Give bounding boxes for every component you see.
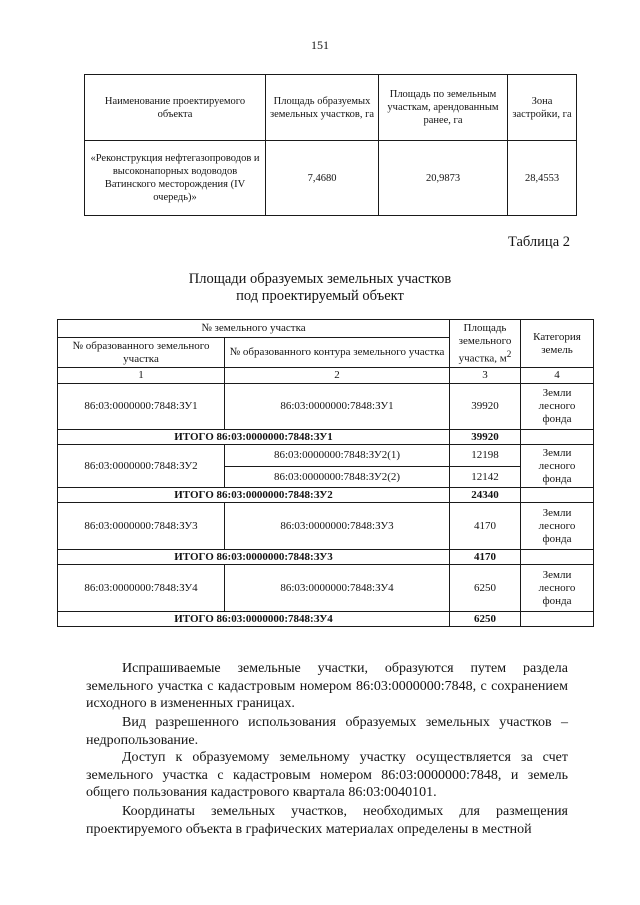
table-row [85, 141, 577, 216]
parcel-id-cell: 86:03:0000000:7848:ЗУ4 [58, 565, 225, 612]
column-number: 1 [58, 368, 225, 384]
area-unit-sup: 2 [506, 348, 512, 359]
header-cell: № образованного контура земельного участка [225, 338, 450, 368]
category-cell: Земли лесного фонда [521, 503, 594, 550]
table-row [58, 503, 594, 550]
area-cell: 39920 [450, 384, 521, 430]
object-name-cell: «Реконструкция нефтегазопроводов и высоконапорных водоводов Ватинского месторождения (IV очередь)» [85, 141, 266, 216]
area-cell: 12142 [450, 467, 521, 488]
parcels-table [57, 319, 594, 627]
category-header-cell: Категория земель [521, 320, 594, 368]
body-paragraph: Вид разрешенного использования образуемых земельных участков – недропользование. [86, 715, 568, 748]
column-number: 2 [225, 368, 450, 384]
total-row [58, 488, 594, 503]
category-cell: Земли лесного фонда [521, 445, 594, 488]
area-cell: 4170 [450, 503, 521, 550]
total-label-cell: ИТОГО 86:03:0000000:7848:ЗУ3 [58, 550, 450, 565]
header-group-cell: № земельного участка [58, 320, 450, 338]
total-value-cell: 6250 [450, 612, 521, 627]
header-cell: № образованного земельного участка [58, 338, 225, 368]
empty-cell [521, 430, 594, 445]
category-cell: Земли лесного фонда [521, 565, 594, 612]
table-header-row [85, 75, 577, 141]
body-paragraph: Испрашиваемые земельные участки, образуются путем раздела земельного участка с кадастровым номером 86:03:0000000:7848, с сохранением исходного в измененных границах. [86, 661, 568, 712]
table-title [0, 271, 640, 305]
contour-cell: 86:03:0000000:7848:ЗУ3 [225, 503, 450, 550]
value-cell: 28,4553 [508, 141, 577, 216]
title-line: Площади образуемых земельных участков [188, 271, 452, 287]
column-number: 4 [521, 368, 594, 384]
total-row [58, 430, 594, 445]
total-value-cell: 39920 [450, 430, 521, 445]
body-paragraph: Доступ к образуемому земельному участку осуществляется за счет земельного участка с кадастровым номером 86:03:0000000:7848, и земель общего пользования кадастрового квартала 86:03:0040101. [86, 750, 568, 801]
total-label-cell: ИТОГО 86:03:0000000:7848:ЗУ2 [58, 488, 450, 503]
area-cell: 12198 [450, 445, 521, 467]
table-row [58, 565, 594, 612]
area-header-text: Площадь земельного участка, м [458, 321, 512, 365]
header-row [58, 320, 594, 338]
empty-cell [521, 488, 594, 503]
total-value-cell: 4170 [450, 550, 521, 565]
body-paragraph: Координаты земельных участков, необходимых для размещения проектируемого объекта в графических материалах определены в местной [86, 804, 568, 837]
value-cell: 7,4680 [266, 141, 379, 216]
title-line: под проектируемый объект [236, 288, 404, 304]
table-row [58, 384, 594, 430]
contour-cell: 86:03:0000000:7848:ЗУ4 [225, 565, 450, 612]
category-cell: Земли лесного фонда [521, 384, 594, 430]
total-row [58, 612, 594, 627]
total-value-cell: 24340 [450, 488, 521, 503]
contour-cell: 86:03:0000000:7848:ЗУ1 [225, 384, 450, 430]
header-cell: Площадь образуемых земельных участков, га [266, 75, 379, 141]
contour-cell: 86:03:0000000:7848:ЗУ2(2) [225, 467, 450, 488]
total-label-cell: ИТОГО 86:03:0000000:7848:ЗУ4 [58, 612, 450, 627]
header-cell: Наименование проектируемого объекта [85, 75, 266, 141]
page-number: 151 [311, 38, 329, 52]
area-cell: 6250 [450, 565, 521, 612]
project-object-table [84, 74, 577, 216]
table-caption: Таблица 2 [507, 234, 570, 250]
area-header-cell [450, 320, 521, 368]
table-row [58, 445, 594, 467]
empty-cell [521, 612, 594, 627]
contour-cell: 86:03:0000000:7848:ЗУ2(1) [225, 445, 450, 467]
total-row [58, 550, 594, 565]
header-cell: Площадь по земельным участкам, арендованным ранее, га [379, 75, 508, 141]
total-label-cell: ИТОГО 86:03:0000000:7848:ЗУ1 [58, 430, 450, 445]
column-number: 3 [450, 368, 521, 384]
parcel-id-cell: 86:03:0000000:7848:ЗУ3 [58, 503, 225, 550]
parcel-id-cell: 86:03:0000000:7848:ЗУ2 [58, 445, 225, 488]
column-number-row [58, 368, 594, 384]
empty-cell [521, 550, 594, 565]
value-cell: 20,9873 [379, 141, 508, 216]
parcel-id-cell: 86:03:0000000:7848:ЗУ1 [58, 384, 225, 430]
header-cell: Зона застройки, га [508, 75, 577, 141]
